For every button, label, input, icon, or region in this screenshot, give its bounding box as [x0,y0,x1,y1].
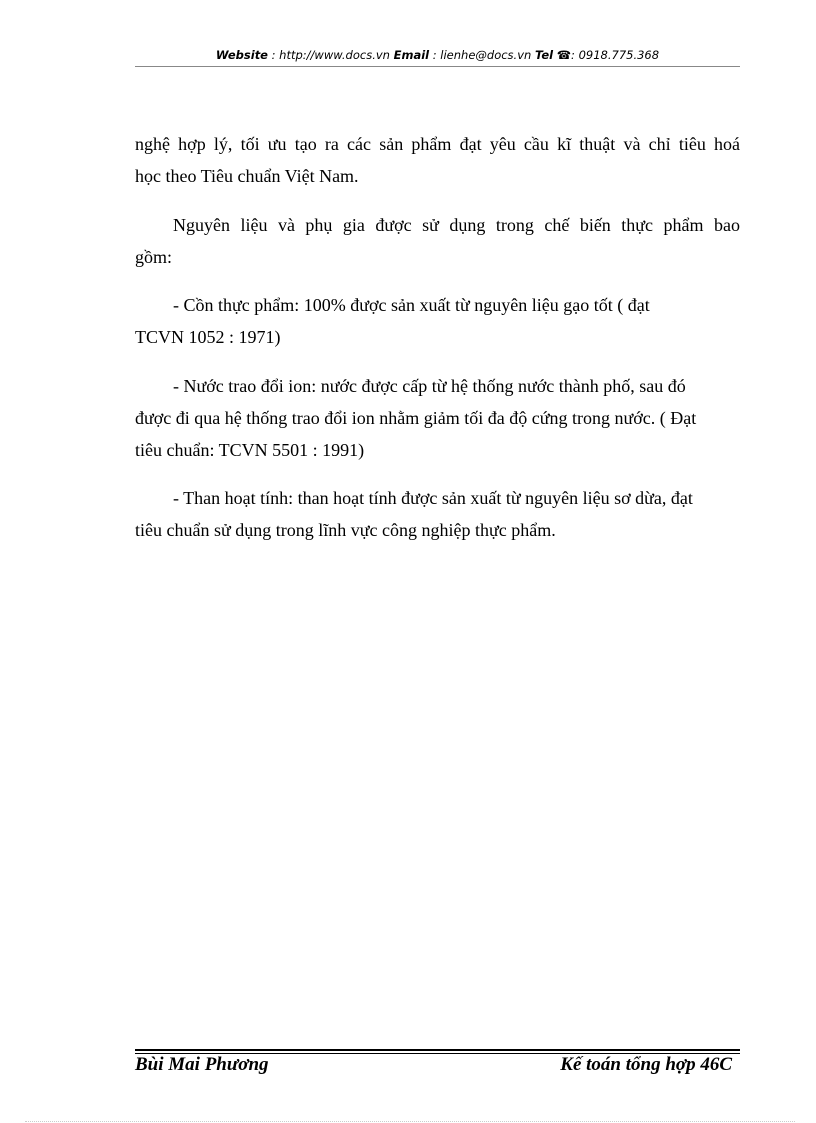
website-label: Website [215,48,268,62]
email-label: Email [393,48,430,62]
body-line: - Than hoạt tính: than hoạt tính được sản xuất từ nguyên liệu sơ dừa, đạt [173,488,693,508]
tel-value: : 0918.775.368 [571,48,660,62]
body-line: - Cồn thực phẩm: 100% được sản xuất từ nguyên liệu gạo tốt ( đạt [173,295,650,315]
footer-class: Kế toán tổng hợp 46C [560,1054,732,1075]
email-value: : lienhe@docs.vn [429,48,535,62]
page-header [135,48,740,62]
header-divider [135,66,740,67]
footer-divider [135,1049,740,1051]
page-edge [25,1121,795,1122]
body-line: Nguyên liệu và phụ gia được sử dụng trong chế biến thực phẩm bao [173,215,740,235]
tel-label: Tel [534,48,554,62]
body-line: tiêu chuẩn sử dụng trong lĩnh vực công nghiệp thực phẩm. [135,520,556,540]
body-line: được đi qua hệ thống trao đổi ion nhằm giảm tối đa độ cứng trong nước. ( Đạt [135,408,697,428]
footer-author: Bùi Mai Phương [135,1054,269,1075]
phone-icon: ☎ [556,48,572,62]
body-line: học theo Tiêu chuẩn Việt Nam. [135,166,359,186]
body-line: tiêu chuẩn: TCVN 5501 : 1991) [135,440,365,460]
body-line: nghệ hợp lý, tối ưu tạo ra các sản phẩm đạt yêu cầu kĩ thuật và chỉ tiêu hoá [135,134,740,154]
body-line: gồm: [135,247,173,267]
body-line: TCVN 1052 : 1971) [135,327,281,347]
website-value: : http://www.docs.vn [268,48,394,62]
body-line: - Nước trao đổi ion: nước được cấp từ hệ thống nước thành phố, sau đó [173,376,686,396]
